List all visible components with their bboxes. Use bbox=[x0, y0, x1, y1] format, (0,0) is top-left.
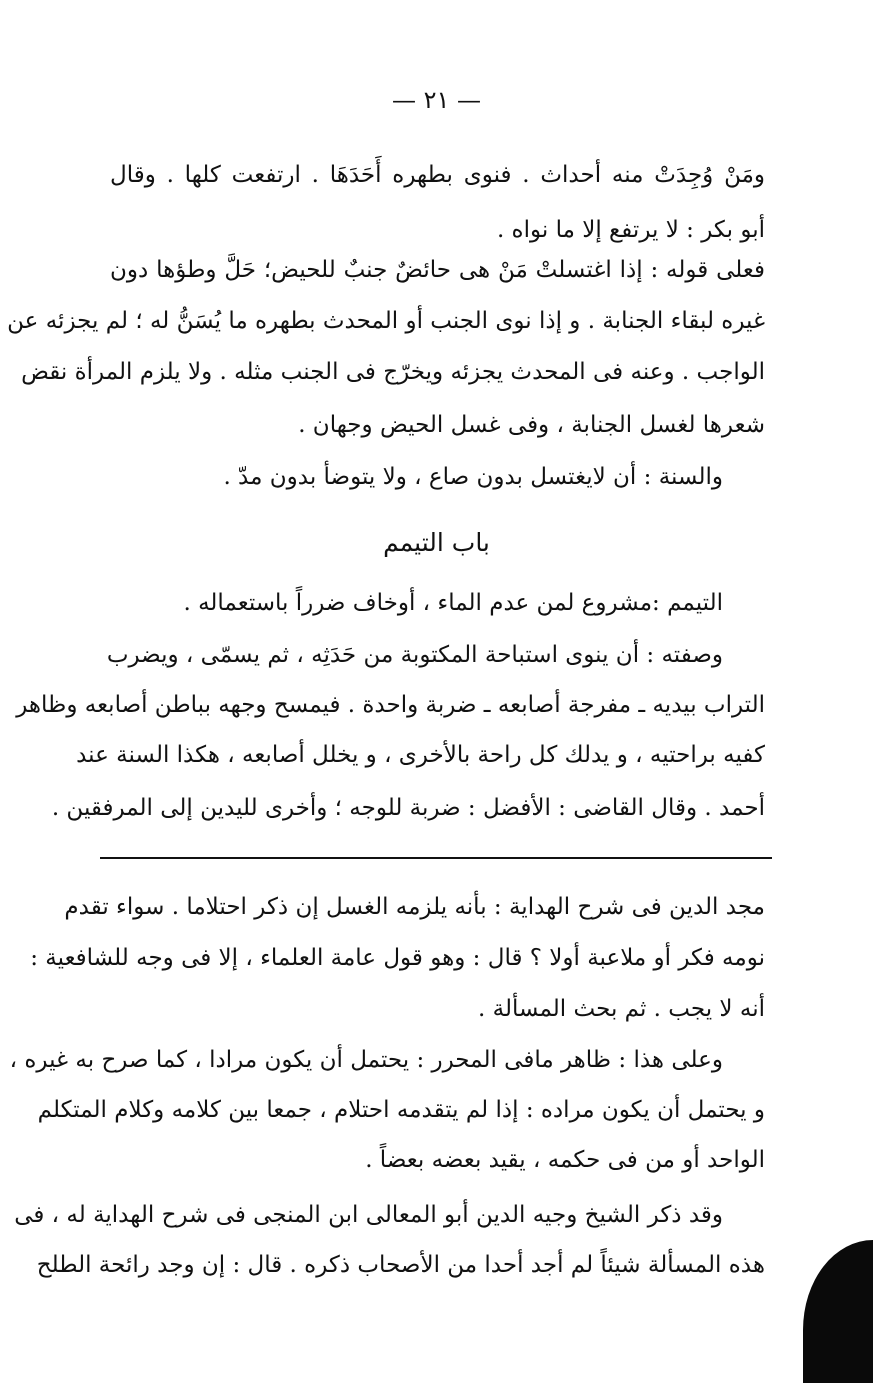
section-text-line: وصفته : أن ينوى استباحة المكتوبة من حَدَثِه ، ثم يسمّى ، ويضرب bbox=[106, 642, 723, 668]
footnote-line: أنه لا يجب . ثم بحث المسألة . bbox=[478, 996, 765, 1022]
page-number: — ٢١ — bbox=[391, 86, 482, 114]
main-text-line: غيره لبقاء الجنابة . و إذا نوى الجنب أو المحدث بطهره ما يُسَنُّ له ؛ لم يجزئه عن bbox=[7, 308, 765, 334]
footnote-line: هذه المسألة شيئاً لم أجد أحدا من الأصحاب ذكره . قال : إن وجد رائحة الطلح bbox=[36, 1252, 765, 1278]
main-text-line: أبو بكر : لا يرتفع إلا ما نواه . bbox=[496, 217, 765, 243]
section-text-line: كفيه براحتيه ، و يدلك كل راحة بالأخرى ، و يخلل أصابعه ، هكذا السنة عند bbox=[76, 742, 765, 768]
scan-artifact bbox=[803, 1240, 873, 1383]
section-text-line: التيمم :مشروع لمن عدم الماء ، أوخاف ضرراً باستعماله . bbox=[183, 590, 723, 616]
main-text-line: ومَنْ وُجِدَتْ منه أحداث . فنوى بطهره أَحَدَهَا . ارتفعت كلها . وقال bbox=[110, 162, 765, 188]
section-text-line: أحمد . وقال القاضى : الأفضل : ضربة للوجه ؛ وأخرى لليدين إلى المرفقين . bbox=[51, 795, 765, 821]
footnote-line: مجد الدين فى شرح الهداية : بأنه يلزمه الغسل إن ذكر احتلاما . سواء تقدم bbox=[64, 894, 765, 920]
footnote-line: وعلى هذا : ظاهر مافى المحرر : يحتمل أن يكون مرادا ، كما صرح به غيره ، bbox=[9, 1047, 723, 1073]
section-text-line: التراب بيديه ـ مفرجة أصابعه ـ ضربة واحدة . فيمسح وجهه بباطن أصابعه وظاهر bbox=[16, 692, 765, 718]
section-heading: باب التيمم bbox=[383, 528, 490, 557]
main-text-line: الواجب . وعنه فى المحدث يجزئه ويخرّج فى الجنب مثله . ولا يلزم المرأة نقض bbox=[21, 359, 765, 385]
main-text-line: والسنة : أن لايغتسل بدون صاع ، ولا يتوضأ بدون مدّ . bbox=[223, 464, 723, 490]
footnote-line: نومه فكر أو ملاعبة أولا ؟ قال : وهو قول عامة العلماء ، إلا فى وجه للشافعية : bbox=[30, 945, 765, 971]
footnote-line: وقد ذكر الشيخ وجيه الدين أبو المعالى ابن المنجى فى شرح الهداية له ، فى bbox=[14, 1202, 723, 1228]
footnote-line: و يحتمل أن يكون مراده : إذا لم يتقدمه احتلام ، جمعا بين كلامه وكلام المتكلم bbox=[37, 1097, 765, 1123]
footnote-divider bbox=[100, 857, 772, 859]
main-text-line: فعلى قوله : إذا اغتسلتْ مَنْ هى حائضٌ جنبٌ للحيض؛ حَلَّ وطؤها دون bbox=[110, 257, 765, 283]
main-text-line: شعرها لغسل الجنابة ، وفى غسل الحيض وجهان . bbox=[298, 412, 765, 438]
footnote-line: الواحد أو من فى حكمه ، يقيد بعضه بعضاً . bbox=[365, 1147, 765, 1173]
